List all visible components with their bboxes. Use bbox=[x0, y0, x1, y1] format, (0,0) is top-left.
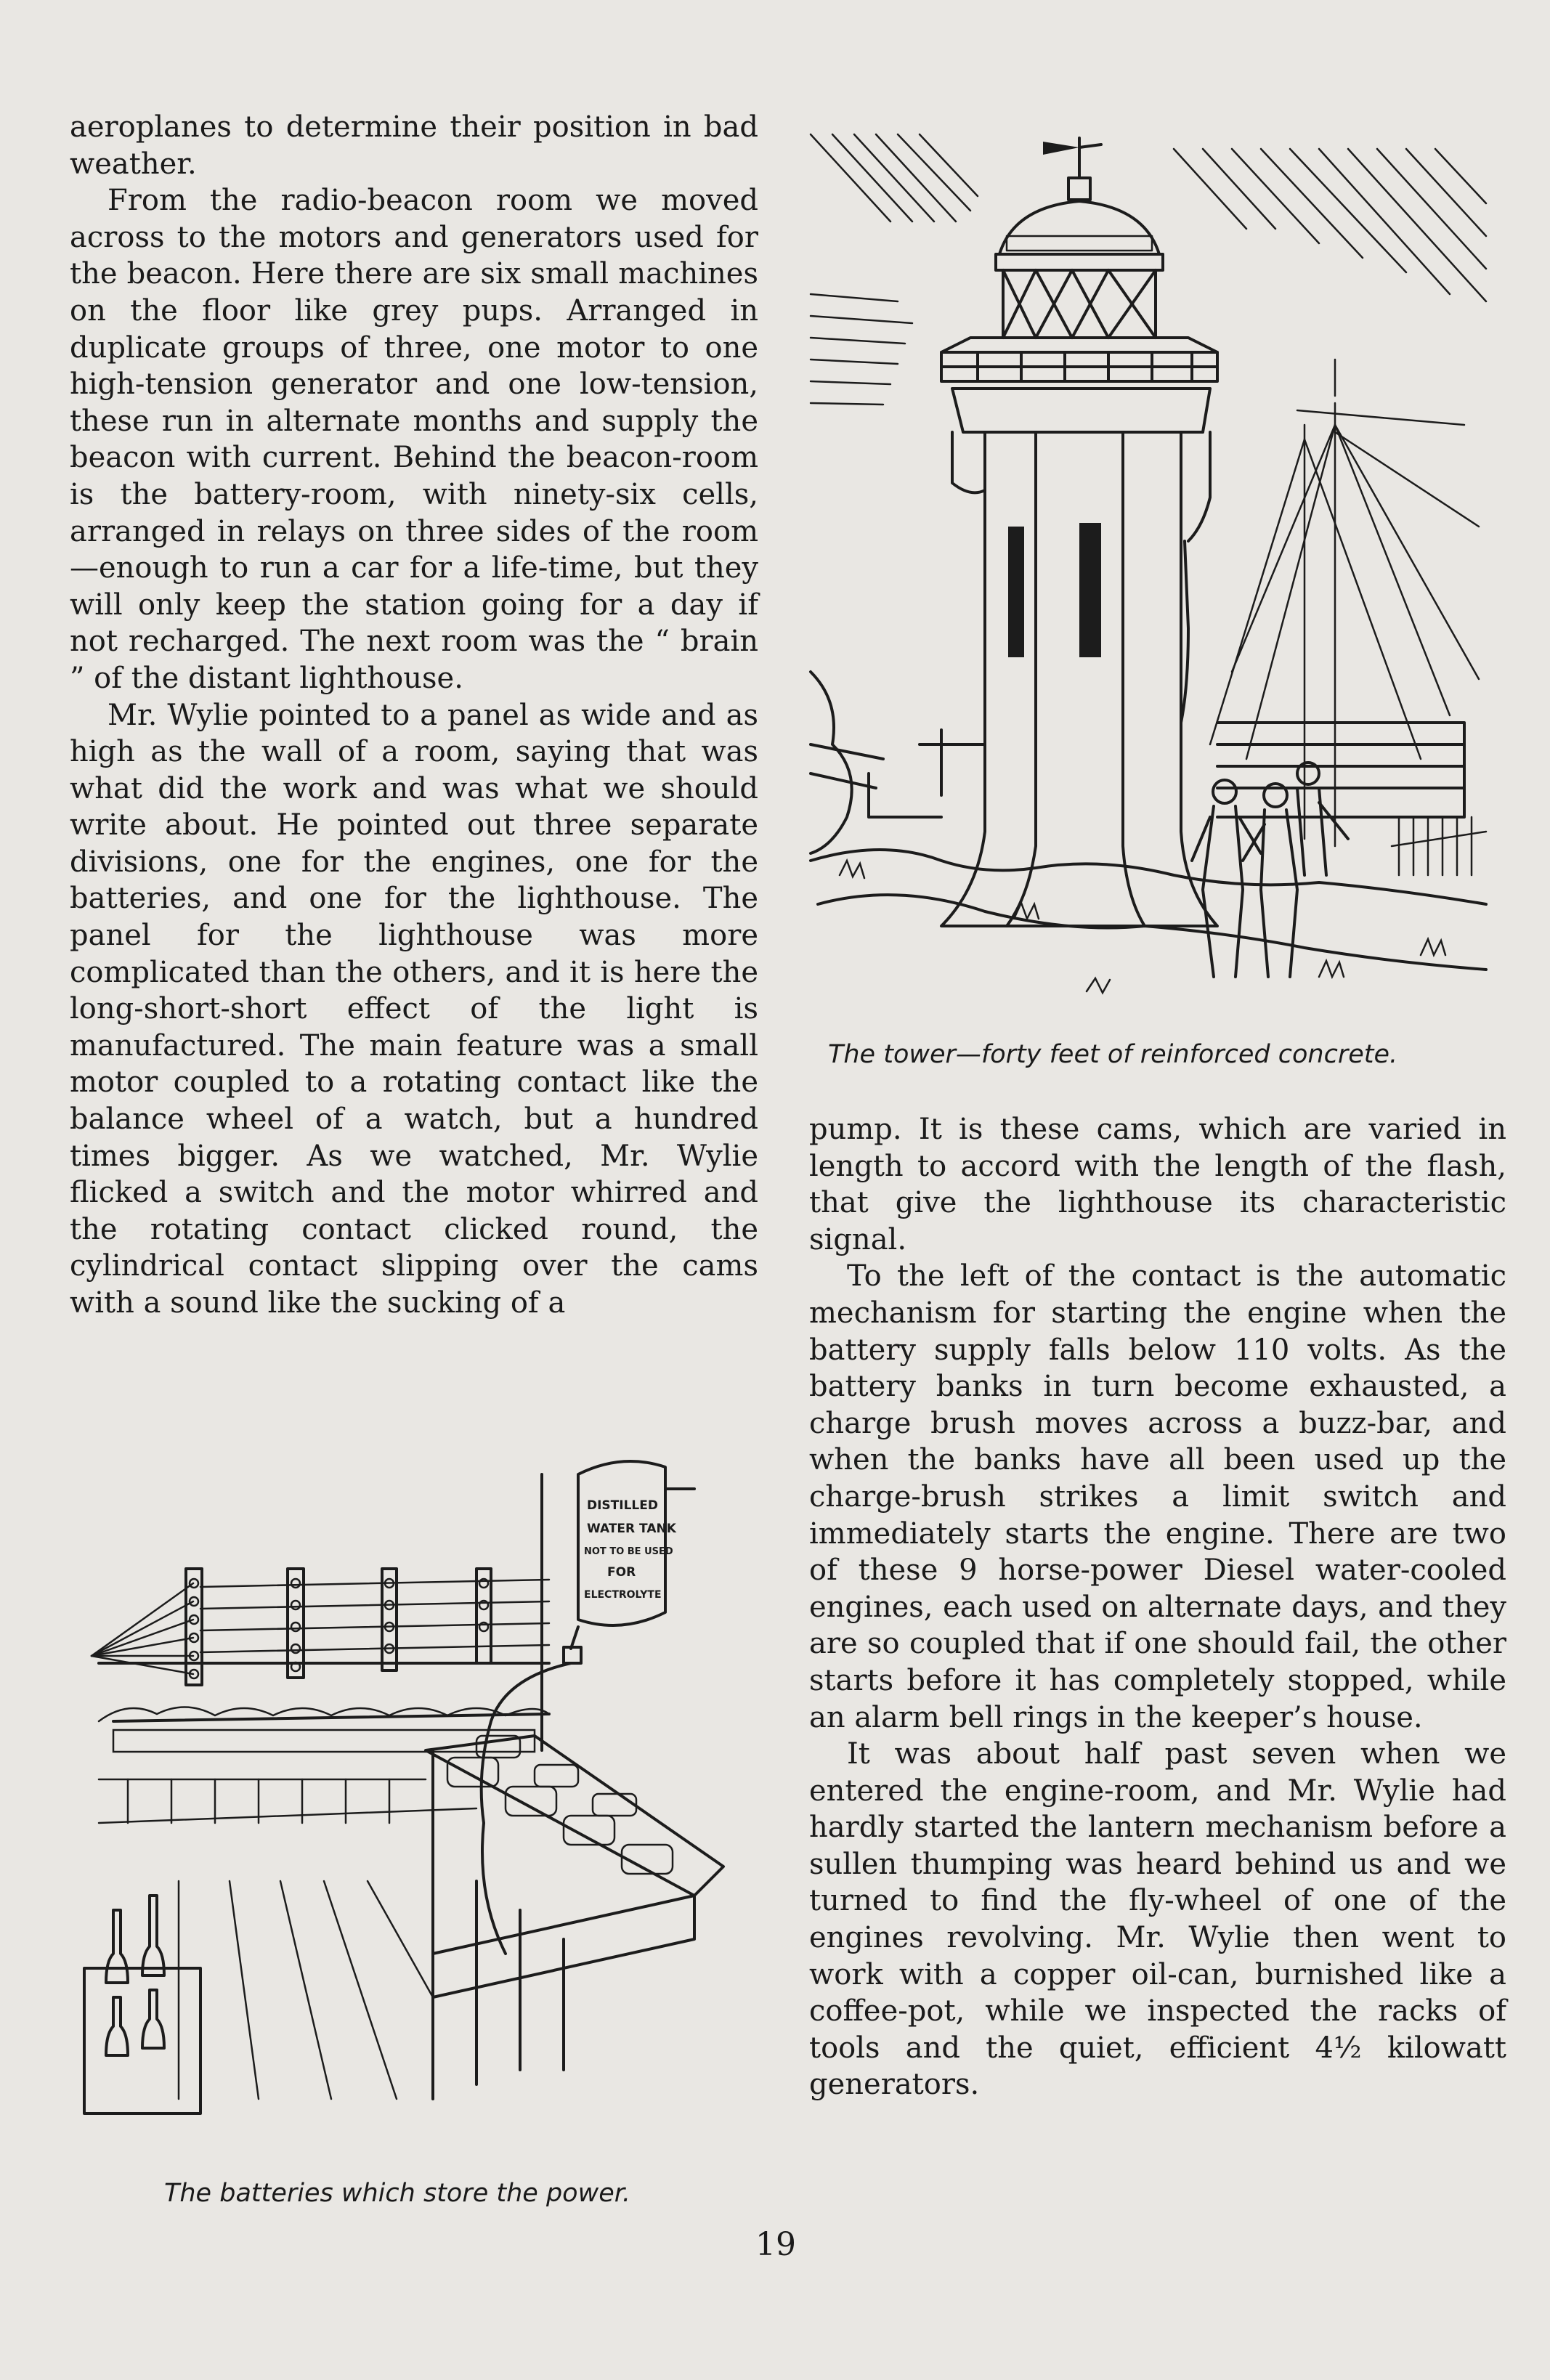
left-text-column bbox=[70, 109, 758, 1322]
lighthouse-illustration bbox=[796, 120, 1501, 1028]
tank-label-line: NOT TO BE USED bbox=[584, 1546, 673, 1557]
tank-label-line: FOR bbox=[607, 1565, 636, 1580]
tank-label-line: DISTILLED bbox=[587, 1498, 658, 1513]
right-text-column bbox=[809, 1111, 1506, 2103]
tank-label-line: ELECTROLYTE bbox=[584, 1589, 662, 1601]
tank-label-line: WATER TANK bbox=[587, 1522, 676, 1536]
paragraph: aeroplanes to determine their position in bad weather. bbox=[70, 110, 758, 181]
batteries-caption: The batteries which store the power. bbox=[164, 2179, 631, 2208]
page-number: 19 bbox=[755, 2226, 796, 2263]
paragraph: It was about half past seven when we entered the engine-room, and Mr. Wylie had hardly started the lantern mechanism before a sullen thumping was heard behind us and we turned to find the fly-wheel of one of the engines revolving. Mr. Wylie then went to work with a copper oil-can, burnished like a coffee-pot, while we inspected the racks of tools and the quiet, efficient 4½ kilowatt generators. bbox=[809, 1737, 1506, 2102]
paragraph: pump. It is these cams, which are varied in length to accord with the length of the flash, that give the lighthouse its characteristic signal. bbox=[809, 1113, 1506, 1256]
battery-room-illustration bbox=[70, 1445, 774, 2143]
lighthouse-caption: The tower—forty feet of reinforced concrete. bbox=[828, 1040, 1398, 1069]
paragraph: Mr. Wylie pointed to a panel as wide and as high as the wall of a room, saying that was what did the work and was what we should write about. He pointed out three separate divisions, one for the engines, one for the batteries, and one for the lighthouse. The panel for the lighthouse was more complicated than the others, and it is here the long-short-short effect of the light is manufactured. The main feature was a small motor coupled to a rotating contact like the balance wheel of a watch, but a hundred times bigger. As we watched, Mr. Wylie flicked a switch and the motor whirred and the rotating contact clicked round, the cylindrical contact slipping over the cams with a sound like the sucking of a bbox=[70, 698, 758, 1320]
paragraph: From the radio-beacon room we moved across to the motors and generators used for the beacon. Here there are six small machines on the floor like grey pups. Arranged in duplicate groups of three, one motor to one high-tension generator and one low-tension, these run in alternate months and supply the beacon with current. Behind the beacon-room is the battery-room, with ninety-six cells, arranged in relays on three sides of the room—enough to run a car for a life-time, but they will only keep the station going for a day if not recharged. The next room was the “ brain ” of the distant lighthouse. bbox=[70, 184, 758, 695]
paragraph: To the left of the contact is the automatic mechanism for starting the engine when the battery supply falls below 110 volts. As the battery banks in turn become exhausted, a charge brush moves across a buzz-bar, and when the banks have all been used up the charge-brush strikes a limit switch and immediately starts the engine. There are two of these 9 horse-power Diesel water-cooled engines, each used on alternate days, and they are so coupled that if one should fail, the other starts before it has completely stopped, while an alarm bell rings in the keeper’s house. bbox=[809, 1259, 1506, 1734]
